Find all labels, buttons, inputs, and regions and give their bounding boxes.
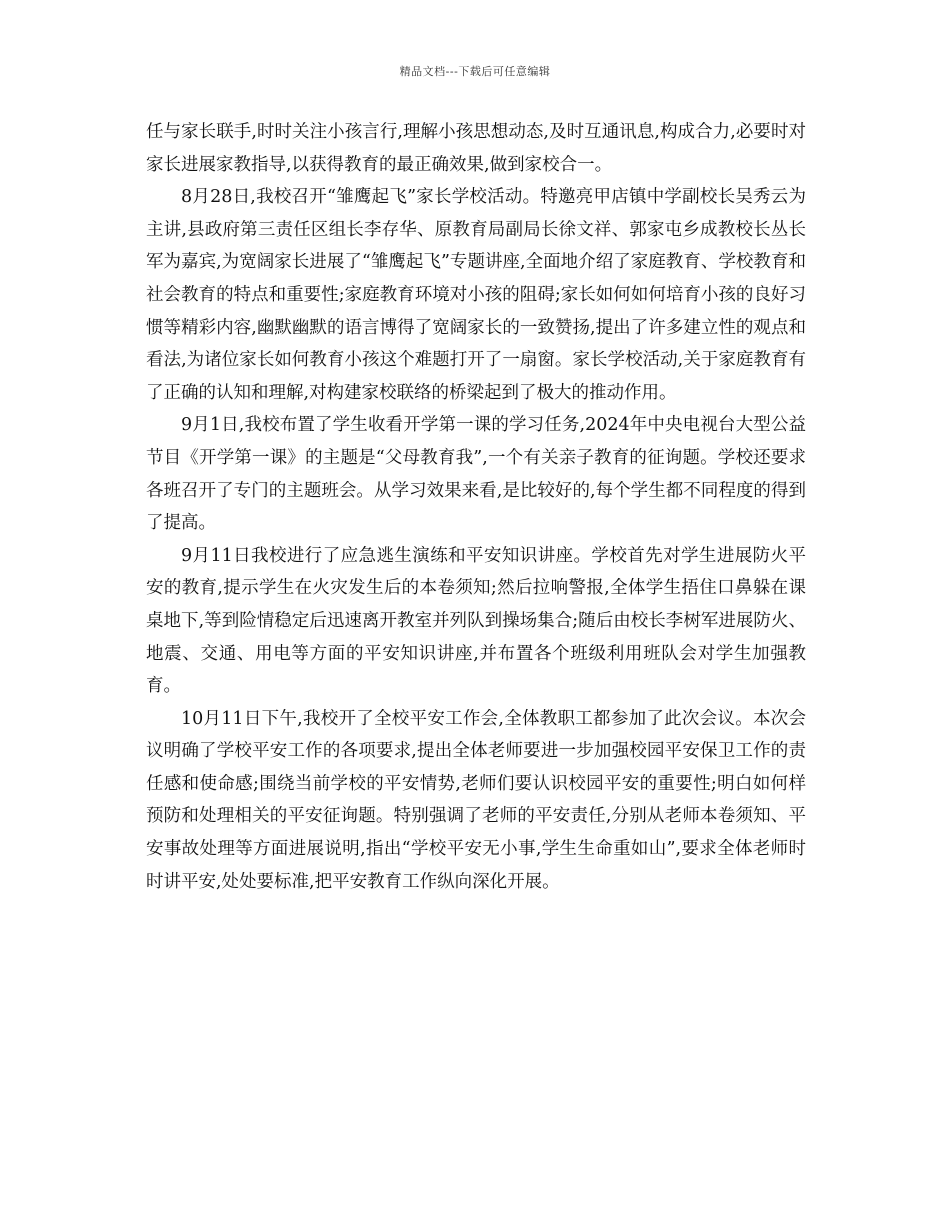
document-body bbox=[146, 116, 806, 898]
page-header-watermark: 精品文档---下载后可任意编辑 bbox=[399, 65, 551, 78]
paragraph-parent-school-activity: 8月28日,我校召开“雏鹰起飞”家长学校活动。特邀亮甲店镇中学副校长吴秀云为主讲,县政府第三责任区组长李存华、原教育局副局长徐文祥、郭家屯乡成教校长丛长军为嘉宾,为宽阔家长进展了“雏鹰起飞”专题讲座,全面地介绍了家庭教育、学校教育和社会教育的特点和重要性;家庭教育环境对小孩的阻碍;家长如何如何培育小孩的良好习惯等精彩内容,幽默幽默的语言博得了宽阔家长的一致赞扬,提出了许多建立性的观点和看法,为诸位家长如何教育小孩这个难题打开了一扇窗。家长学校活动,关于家庭教育有了正确的认知和理解,对构建家校联络的桥梁起到了极大的推动作用。 bbox=[146, 187, 806, 403]
paragraph-safety-meeting: 10月11日下午,我校开了全校平安工作会,全体教职工都参加了此次会议。本次会议明确了学校平安工作的各项要求,提出全体老师要进一步加强校园平安保卫工作的责任感和使命感;围绕当前学校的平安情势,老师们要认识校园平安的重要性;明白如何样预防和处理相关的平安征询题。特别强调了老师的平安责任,分别从老师本卷须知、平安事故处理等方面进展说明,指出“学校平安无小事,学生生命重如山”,要求全体老师时时讲平安,处处要标准,把平安教育工作纵向深化开展。 bbox=[146, 708, 806, 892]
paragraph-emergency-drill: 9月11日我校进行了应急逃生演练和平安知识讲座。学校首先对学生进展防火平安的教育,提示学生在火灾发生后的本卷须知;然后拉响警报,全体学生捂住口鼻躲在课桌地下,等到险情稳定后迅速离开教室并列队到操场集合;随后由校长李树军进展防火、地震、交通、用电等方面的平安知识讲座,并布置各个班级利用班队会对学生加强教育。 bbox=[146, 545, 806, 697]
paragraph-first-lesson: 9月1日,我校布置了学生收看开学第一课的学习任务,2024年中央电视台大型公益节目《开学第一课》的主题是“父母教育我”,一个有关亲子教育的征询题。学校还要求各班召开了专门的主题班会。从学习效果来看,是比较好的,每个学生都不同程度的得到了提高。 bbox=[146, 415, 806, 534]
paragraph-continuation: 任与家长联手,时时关注小孩言行,理解小孩思想动态,及时互通讯息,构成合力,必要时对家长进展家教指导,以获得教育的最正确效果,做到家校合一。 bbox=[146, 122, 806, 175]
